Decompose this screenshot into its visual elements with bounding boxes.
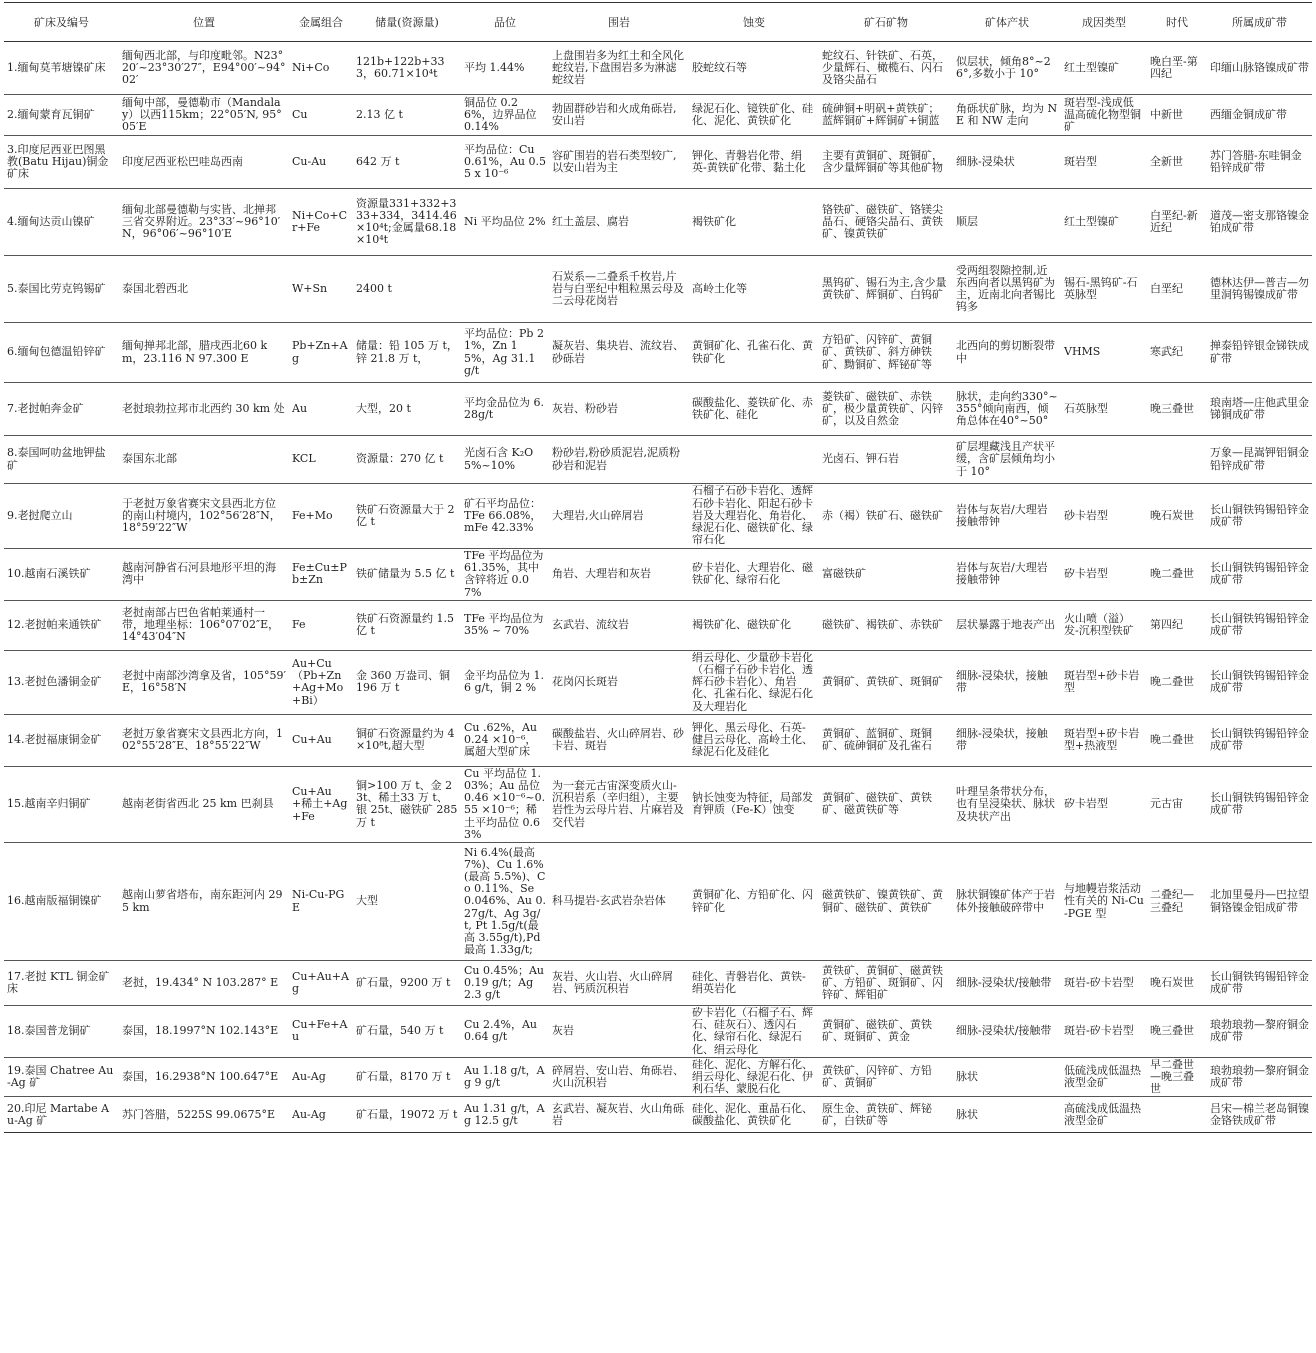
cell-age: 晚石炭世	[1147, 484, 1207, 549]
cell-wall-rock: 灰岩	[549, 1006, 689, 1058]
cell-deposit-name: 9.老挝爬立山	[4, 484, 119, 549]
table-row	[4, 766, 1312, 842]
cell-ore-minerals: 菱铁矿、磁铁矿、赤铁矿，极少量黄铁矿、闪锌矿，以及自然金	[819, 383, 953, 436]
cell-age: 晚石炭世	[1147, 961, 1207, 1006]
cell-metal-combination: KCL	[289, 436, 353, 484]
header-genetic-type: 成因类型	[1061, 3, 1147, 42]
cell-genetic-type: 红土型镍矿	[1061, 189, 1147, 256]
cell-alteration: 矽卡岩化、大理岩化、磁铁矿化、绿帘石化	[689, 549, 819, 601]
cell-ore-minerals: 硫砷铜+明矾+黄铁矿；蓝辉铜矿+辉铜矿+铜蓝	[819, 95, 953, 136]
cell-metallogenic-belt: 掸泰铅锌银金锑铁成矿带	[1207, 323, 1312, 383]
table-row	[4, 189, 1312, 256]
cell-metallogenic-belt: 西缅金铜成矿带	[1207, 95, 1312, 136]
cell-location: 老挝中南部沙湾拿及省，105°59′E，16°58′N	[119, 650, 289, 714]
cell-alteration: 钾化、黑云母化、石英-健吕云母化、高岭土化、绿泥石化及硅化	[689, 714, 819, 766]
cell-metal-combination: Fe±Cu±Pb±Zn	[289, 549, 353, 601]
cell-wall-rock: 容矿围岩的岩石类型较广,以安山岩为主	[549, 136, 689, 189]
table-row	[4, 323, 1312, 383]
cell-ore-minerals: 磁铁矿、褐铁矿、赤铁矿	[819, 600, 953, 650]
cell-alteration: 硅化、青磐岩化、黄铁-绢英岩化	[689, 961, 819, 1006]
cell-deposit-name: 16.越南版福铜镍矿	[4, 843, 119, 961]
header-alteration: 蚀变	[689, 3, 819, 42]
cell-genetic-type: 砂卡岩型	[1061, 484, 1147, 549]
cell-location: 印度尼西亚松巴哇岛西南	[119, 136, 289, 189]
cell-location: 老挝南部占巴色省帕莱通村一带，地理坐标：106°07′02″E，14°43′04″N	[119, 600, 289, 650]
cell-metal-combination: Ni+Co+Cr+Fe	[289, 189, 353, 256]
header-metallogenic-belt: 所属成矿带	[1207, 3, 1312, 42]
cell-location: 缅甸西北部，与印度毗邻。N23°20′~23°30′27″，E94°00′~94°02′	[119, 42, 289, 95]
cell-age: 晚二叠世	[1147, 714, 1207, 766]
cell-grade: 铜品位 0.26%，边界品位 0.14%	[461, 95, 549, 136]
cell-reserves: 2.13 亿 t	[353, 95, 461, 136]
table-row	[4, 714, 1312, 766]
cell-reserves: 储量：铅 105 万 t，锌 21.8 万 t，	[353, 323, 461, 383]
cell-genetic-type: VHMS	[1061, 323, 1147, 383]
cell-grade: Cu 0.45%；Au 0.19 g/t；Ag 2.3 g/t	[461, 961, 549, 1006]
cell-ore-minerals: 黄铜矿、磁铁矿、黄铁矿、斑铜矿、黄金	[819, 1006, 953, 1058]
cell-grade: 矿石平均品位：TFe 66.08%，mFe 42.33%	[461, 484, 549, 549]
cell-deposit-name: 5.泰国比劳克钨锡矿	[4, 256, 119, 323]
cell-location: 越南山萝省塔布，南东距河内 295 km	[119, 843, 289, 961]
cell-wall-rock: 玄武岩、凝灰岩、火山角砾岩	[549, 1097, 689, 1133]
cell-grade: Cu 平均品位 1.03%；Au 品位 0.46 ×10⁻⁶~0.55 ×10⁻⁶；稀土平均品位 0.63%	[461, 766, 549, 842]
cell-age: 全新世	[1147, 136, 1207, 189]
header-ore-minerals: 矿石矿物	[819, 3, 953, 42]
cell-wall-rock: 上盘围岩多为红土和全风化蛇纹岩,下盘围岩多为淋滤蛇纹岩	[549, 42, 689, 95]
cell-age: 二叠纪—三叠纪	[1147, 843, 1207, 961]
cell-age	[1147, 1097, 1207, 1133]
cell-orebody-occurrence: 似层状，倾角8°~26°,多数小于 10°	[953, 42, 1061, 95]
cell-alteration: 胶蛇纹石等	[689, 42, 819, 95]
cell-age: 寒武纪	[1147, 323, 1207, 383]
cell-deposit-name: 2.缅甸蒙育瓦铜矿	[4, 95, 119, 136]
cell-metallogenic-belt: 长山铜铁钨锡铅锌金成矿带	[1207, 650, 1312, 714]
header-deposit-name: 矿床及编号	[4, 3, 119, 42]
cell-ore-minerals: 原生金、黄铁矿、辉铋矿，白铁矿等	[819, 1097, 953, 1133]
header-wall-rock: 围岩	[549, 3, 689, 42]
cell-wall-rock: 碎屑岩、安山岩、角砾岩、火山沉积岩	[549, 1057, 689, 1097]
cell-location: 泰国北碧西北	[119, 256, 289, 323]
cell-metallogenic-belt: 长山铜铁钨锡铅锌金成矿带	[1207, 600, 1312, 650]
cell-metallogenic-belt: 琅勃琅勃—黎府铜金成矿带	[1207, 1057, 1312, 1097]
header-reserves: 储量(资源量)	[353, 3, 461, 42]
cell-alteration: 硅化、泥化、重晶石化、碳酸盐化、黄铁矿化	[689, 1097, 819, 1133]
cell-orebody-occurrence: 受两组裂隙控制,近东西向者以黑钨矿为主，近南北向者锡比钨多	[953, 256, 1061, 323]
cell-metal-combination: Fe	[289, 600, 353, 650]
cell-metal-combination: Au-Ag	[289, 1057, 353, 1097]
cell-metallogenic-belt: 印缅山脉铬镍成矿带	[1207, 42, 1312, 95]
header-orebody-occurrence: 矿体产状	[953, 3, 1061, 42]
cell-grade: Ni 6.4%(最高 7%)、Cu 1.6%(最高 5.5%)、Co 0.11%、Se 0.046%、Au 0.27g/t、Ag 3g/t, Pt 1.5g/t(最高 3.55g/t),Pd 最高 1.33g/t;	[461, 843, 549, 961]
cell-reserves: 铁矿储量为 5.5 亿 t	[353, 549, 461, 601]
cell-orebody-occurrence: 脉状铜镍矿体产于岩体外接触破碎带中	[953, 843, 1061, 961]
cell-reserves: 642 万 t	[353, 136, 461, 189]
cell-metallogenic-belt: 长山铜铁钨锡铅锌金成矿带	[1207, 714, 1312, 766]
table-row	[4, 549, 1312, 601]
table-row	[4, 600, 1312, 650]
table-row	[4, 95, 1312, 136]
cell-ore-minerals: 赤（褐）铁矿石、磁铁矿	[819, 484, 953, 549]
cell-metallogenic-belt: 琅勃琅勃—黎府铜金成矿带	[1207, 1006, 1312, 1058]
cell-metallogenic-belt: 琅南塔—庄他武里金锑铜成矿带	[1207, 383, 1312, 436]
cell-reserves: 铁矿石资源量大于 2 亿 t	[353, 484, 461, 549]
cell-reserves: 大型，20 t	[353, 383, 461, 436]
cell-location: 缅甸北部曼德勒与实皆、北掸邦三省交界附近。23°33′~96°10′N，96°06′~96°10′E	[119, 189, 289, 256]
cell-orebody-occurrence: 细脉-浸染状，接触带	[953, 714, 1061, 766]
cell-age: 第四纪	[1147, 600, 1207, 650]
cell-location: 苏门答腊，5225S 99.0675°E	[119, 1097, 289, 1133]
cell-age: 中新世	[1147, 95, 1207, 136]
cell-metal-combination: Au-Ag	[289, 1097, 353, 1133]
cell-reserves: 121b+122b+333，60.71×10⁴t	[353, 42, 461, 95]
cell-metal-combination: Au+Cu（Pb+Zn+Ag+Mo+Bi）	[289, 650, 353, 714]
cell-wall-rock: 角岩、大理岩和灰岩	[549, 549, 689, 601]
cell-reserves: 铁矿石资源量约 1.5 亿 t	[353, 600, 461, 650]
header-metal-combination: 金属组合	[289, 3, 353, 42]
cell-orebody-occurrence: 顺层	[953, 189, 1061, 256]
cell-age: 早二叠世—晚三叠世	[1147, 1057, 1207, 1097]
cell-grade: TFe 平均品位为 35% ~ 70%	[461, 600, 549, 650]
cell-deposit-name: 3.印度尼西亚巴图黑教(Batu Hijau)铜金矿床	[4, 136, 119, 189]
cell-metallogenic-belt: 北加里曼丹—巴拉望铜铬镍金铝成矿带	[1207, 843, 1312, 961]
deposit-table	[4, 2, 1312, 1133]
cell-deposit-name: 14.老挝福康铜金矿	[4, 714, 119, 766]
cell-deposit-name: 7.老挝帕奔金矿	[4, 383, 119, 436]
cell-genetic-type: 斑岩-矽卡岩型	[1061, 1006, 1147, 1058]
table-row	[4, 961, 1312, 1006]
cell-reserves: 铜矿石资源量约为 4×10⁸t,超大型	[353, 714, 461, 766]
cell-alteration: 绿泥石化、镜铁矿化、硅化、泥化、黄铁矿化	[689, 95, 819, 136]
cell-orebody-occurrence: 角砾状矿脉，均为 NE 和 NW 走向	[953, 95, 1061, 136]
table-row	[4, 1097, 1312, 1133]
cell-metal-combination: Cu	[289, 95, 353, 136]
cell-age: 晚二叠世	[1147, 549, 1207, 601]
cell-ore-minerals: 方铅矿、闪锌矿、黄铜矿、黄铁矿、斜方砷铁矿、黝铜矿、辉铋矿等	[819, 323, 953, 383]
cell-deposit-name: 17.老挝 KTL 铜金矿床	[4, 961, 119, 1006]
cell-reserves: 资源量：270 亿 t	[353, 436, 461, 484]
table-row	[4, 1006, 1312, 1058]
cell-grade: TFe 平均品位为 61.35%，其中含锌将近 0.07%	[461, 549, 549, 601]
cell-alteration: 钠长蚀变为特征，局部发育钾质（Fe-K）蚀变	[689, 766, 819, 842]
cell-grade: Au 1.31 g/t，Ag 12.5 g/t	[461, 1097, 549, 1133]
cell-grade: Ni 平均品位 2%	[461, 189, 549, 256]
cell-wall-rock: 粉砂岩,粉砂质泥岩,泥质粉砂岩和泥岩	[549, 436, 689, 484]
cell-orebody-occurrence: 叶理呈条带状分布，也有呈浸染状、脉状及块状产出	[953, 766, 1061, 842]
cell-grade: 平均金品位为 6.28g/t	[461, 383, 549, 436]
cell-wall-rock: 大理岩,火山碎屑岩	[549, 484, 689, 549]
cell-genetic-type: 斑岩型	[1061, 136, 1147, 189]
cell-orebody-occurrence: 层状暴露于地表产出	[953, 600, 1061, 650]
cell-wall-rock: 花岗闪长斑岩	[549, 650, 689, 714]
cell-orebody-occurrence: 脉状，走向约330°~355°倾向南西，倾角总体在40°~50°	[953, 383, 1061, 436]
cell-alteration: 黄铜矿化、方铅矿化、闪锌矿化	[689, 843, 819, 961]
cell-metallogenic-belt: 长山铜铁钨锡铅锌金成矿带	[1207, 484, 1312, 549]
cell-alteration: 黄铜矿化、孔雀石化、黄铁矿化	[689, 323, 819, 383]
cell-grade	[461, 256, 549, 323]
cell-metallogenic-belt: 苏门答腊-东哇铜金铅锌成矿带	[1207, 136, 1312, 189]
cell-alteration: 褐铁矿化	[689, 189, 819, 256]
cell-grade: 平均品位：Cu 0.61%，Au 0.55 x 10⁻⁶	[461, 136, 549, 189]
header-grade: 品位	[461, 3, 549, 42]
table-row	[4, 256, 1312, 323]
cell-location: 缅甸中部，曼德勒市（Mandalay）以西115km；22°05′N, 95°05′E	[119, 95, 289, 136]
cell-deposit-name: 19.泰国 Chatree Au-Ag 矿	[4, 1057, 119, 1097]
cell-orebody-occurrence: 脉状	[953, 1057, 1061, 1097]
table-row	[4, 436, 1312, 484]
cell-grade: 金平均品位为 1.6 g/t，铜 2 %	[461, 650, 549, 714]
cell-ore-minerals: 主要有黄铜矿、斑铜矿，含少量辉铜矿等其他矿物	[819, 136, 953, 189]
table-header-row	[4, 3, 1312, 42]
cell-ore-minerals: 铬铁矿、磁铁矿、铬镁尖晶石、硬铬尖晶石、黄铁矿、镍黄铁矿	[819, 189, 953, 256]
cell-location: 于老挝万象省赛宋文县西北方位的南山村境内，102°56′28″N，18°59′22″W	[119, 484, 289, 549]
cell-grade: 平均 1.44%	[461, 42, 549, 95]
cell-metallogenic-belt: 吕宋—棉兰老岛铜镍金铬铁成矿带	[1207, 1097, 1312, 1133]
cell-alteration: 硅化、泥化、方解石化、绢云母化、绿泥石化、伊利石华、蒙脱石化	[689, 1057, 819, 1097]
cell-genetic-type: 矽卡岩型	[1061, 766, 1147, 842]
cell-wall-rock: 灰岩、粉砂岩	[549, 383, 689, 436]
cell-reserves: 铜>100 万 t、金 23t、稀土33 万 t、银 25t、磁铁矿 285 万 t	[353, 766, 461, 842]
cell-alteration	[689, 436, 819, 484]
cell-location: 泰国东北部	[119, 436, 289, 484]
cell-orebody-occurrence: 细脉-浸染状，接触带	[953, 650, 1061, 714]
cell-genetic-type: 斑岩型-浅成低温高硫化物型铜矿	[1061, 95, 1147, 136]
cell-deposit-name: 18.泰国普龙铜矿	[4, 1006, 119, 1058]
cell-alteration: 石榴子石砂卡岩化、透辉石砂卡岩化、阳起石砂卡岩及大理岩化、角岩化、绿泥石化、磁铁矿化、绿帘石化	[689, 484, 819, 549]
cell-reserves: 矿石量，19072 万 t	[353, 1097, 461, 1133]
cell-wall-rock: 玄武岩、流纹岩	[549, 600, 689, 650]
cell-grade: 平均品位：Pb 21%，Zn 15%，Ag 31.1g/t	[461, 323, 549, 383]
cell-alteration: 绢云母化、少量砂卡岩化（石榴子石砂卡岩化、透辉石砂卡岩化）、角岩化、孔雀石化、绿泥石化及大理岩化	[689, 650, 819, 714]
cell-orebody-occurrence: 细脉-浸染状/接触带	[953, 961, 1061, 1006]
cell-reserves: 矿石量，8170 万 t	[353, 1057, 461, 1097]
cell-location: 缅甸掸邦北部，腊戌西北60 km，23.116 N 97.300 E	[119, 323, 289, 383]
cell-metallogenic-belt: 道茂—密支那铬镍金铂成矿带	[1207, 189, 1312, 256]
cell-age: 晚二叠世	[1147, 650, 1207, 714]
cell-ore-minerals: 黄铜矿、黄铁矿、斑铜矿	[819, 650, 953, 714]
cell-genetic-type: 石英脉型	[1061, 383, 1147, 436]
cell-metallogenic-belt: 德林达伊—普吉—勿里洞钨锡镍成矿带	[1207, 256, 1312, 323]
cell-wall-rock: 勃固群砂岩和火成角砾岩,安山岩	[549, 95, 689, 136]
cell-orebody-occurrence: 细脉-浸染状	[953, 136, 1061, 189]
cell-reserves: 2400 t	[353, 256, 461, 323]
table-row	[4, 1057, 1312, 1097]
cell-ore-minerals: 黄铁矿、黄铜矿、磁黄铁矿、方铅矿、斑铜矿、闪锌矿、辉钼矿	[819, 961, 953, 1006]
cell-metal-combination: Cu-Au	[289, 136, 353, 189]
cell-ore-minerals: 磁黄铁矿、镍黄铁矿、黄铜矿、磁铁矿、黄铁矿	[819, 843, 953, 961]
cell-metal-combination: Pb+Zn+Ag	[289, 323, 353, 383]
table-body	[4, 42, 1312, 1133]
cell-metal-combination: Cu+Au+稀土+Ag+Fe	[289, 766, 353, 842]
cell-genetic-type: 与地幔岩浆活动性有关的 Ni-Cu-PGE 型	[1061, 843, 1147, 961]
cell-ore-minerals: 蛇纹石、针铁矿、石英，少量辉石、橄榄石、闪石及铬尖晶石	[819, 42, 953, 95]
cell-metal-combination: Au	[289, 383, 353, 436]
cell-deposit-name: 13.老挝色潘铜金矿	[4, 650, 119, 714]
cell-ore-minerals: 黑钨矿、锡石为主,含少量黄铁矿、辉铜矿、白钨矿	[819, 256, 953, 323]
cell-metallogenic-belt: 长山铜铁钨锡铅锌金成矿带	[1207, 766, 1312, 842]
cell-location: 老挝，19.434° N 103.287° E	[119, 961, 289, 1006]
cell-location: 泰国，18.1997°N 102.143°E	[119, 1006, 289, 1058]
cell-genetic-type: 火山喷（溢）发-沉积型铁矿	[1061, 600, 1147, 650]
cell-age: 元古宙	[1147, 766, 1207, 842]
cell-location: 老挝万象省赛宋文县西北方向，102°55′28″E、18°55′22″W	[119, 714, 289, 766]
table-row	[4, 383, 1312, 436]
cell-reserves: 矿石量，540 万 t	[353, 1006, 461, 1058]
cell-age: 白垩纪-新近纪	[1147, 189, 1207, 256]
cell-alteration: 高岭土化等	[689, 256, 819, 323]
cell-age: 白垩纪	[1147, 256, 1207, 323]
cell-metal-combination: W+Sn	[289, 256, 353, 323]
header-location: 位置	[119, 3, 289, 42]
cell-genetic-type: 矽卡岩型	[1061, 549, 1147, 601]
cell-grade: Au 1.18 g/t，Ag 9 g/t	[461, 1057, 549, 1097]
cell-metallogenic-belt: 长山铜铁钨锡铅锌金成矿带	[1207, 549, 1312, 601]
cell-alteration: 褐铁矿化、磁铁矿化	[689, 600, 819, 650]
header-age: 时代	[1147, 3, 1207, 42]
cell-alteration: 碳酸盐化、菱铁矿化、赤铁矿化、硅化	[689, 383, 819, 436]
cell-ore-minerals: 光卤石、钾石岩	[819, 436, 953, 484]
cell-location: 泰国，16.2938°N 100.647°E	[119, 1057, 289, 1097]
cell-ore-minerals: 黄铜矿、磁铁矿、黄铁矿、磁黄铁矿等	[819, 766, 953, 842]
cell-wall-rock: 碳酸盐岩、火山碎屑岩、砂卡岩、斑岩	[549, 714, 689, 766]
cell-orebody-occurrence: 脉状	[953, 1097, 1061, 1133]
cell-orebody-occurrence: 岩体与灰岩/大理岩接触带钟	[953, 484, 1061, 549]
cell-alteration: 钾化、青磐岩化带、绢英-黄铁矿化带、黏土化	[689, 136, 819, 189]
cell-metallogenic-belt: 万象—昆嵩钾铝铜金铅锌成矿带	[1207, 436, 1312, 484]
cell-genetic-type: 红土型镍矿	[1061, 42, 1147, 95]
cell-ore-minerals: 富磁铁矿	[819, 549, 953, 601]
cell-ore-minerals: 黄铜矿、蓝铜矿、斑铜矿、硫砷铜矿及孔雀石	[819, 714, 953, 766]
table-row	[4, 843, 1312, 961]
cell-orebody-occurrence: 矿层埋藏浅且产状平缓，含矿层倾角均小于 10°	[953, 436, 1061, 484]
cell-wall-rock: 为一套元古宙深变质火山-沉积岩系（辛归组），主要岩性为云母片岩、片麻岩及交代岩	[549, 766, 689, 842]
cell-orebody-occurrence: 细脉-浸染状/接触带	[953, 1006, 1061, 1058]
cell-reserves: 矿石量，9200 万 t	[353, 961, 461, 1006]
cell-wall-rock: 灰岩、火山岩、火山碎屑岩、钙质沉积岩	[549, 961, 689, 1006]
cell-metal-combination: Ni+Co	[289, 42, 353, 95]
cell-wall-rock: 科马提岩-玄武岩杂岩体	[549, 843, 689, 961]
cell-genetic-type: 高硫浅成低温热液型金矿	[1061, 1097, 1147, 1133]
cell-metallogenic-belt: 长山铜铁钨锡铅锌金成矿带	[1207, 961, 1312, 1006]
cell-wall-rock: 石炭系—二叠系千枚岩,片岩与白垩纪中粗粒黑云母及二云母花岗岩	[549, 256, 689, 323]
cell-alteration: 矽卡岩化（石榴子石、辉石、硅灰石）、透闪石化、绿帘石化、绿泥石化、绢云母化	[689, 1006, 819, 1058]
cell-metal-combination: Fe+Mo	[289, 484, 353, 549]
cell-age	[1147, 436, 1207, 484]
cell-orebody-occurrence: 岩体与灰岩/大理岩接触带钟	[953, 549, 1061, 601]
cell-reserves: 资源量331+332+333+334，3414.46×10⁴t;金属量68.18×10⁴t	[353, 189, 461, 256]
cell-genetic-type: 低硫浅成低温热液型金矿	[1061, 1057, 1147, 1097]
cell-genetic-type: 斑岩型+矽卡岩型+热液型	[1061, 714, 1147, 766]
cell-grade: 光卤石含 K₂O 5%~10%	[461, 436, 549, 484]
cell-location: 越南老街省西北 25 km 巴刹县	[119, 766, 289, 842]
cell-metal-combination: Cu+Au+Ag	[289, 961, 353, 1006]
table-row	[4, 650, 1312, 714]
cell-deposit-name: 15.越南辛归铜矿	[4, 766, 119, 842]
table-row	[4, 136, 1312, 189]
cell-reserves: 金 360 万盎司、铜 196 万 t	[353, 650, 461, 714]
cell-grade: Cu 2.4%，Au 0.64 g/t	[461, 1006, 549, 1058]
cell-metal-combination: Cu+Fe+Au	[289, 1006, 353, 1058]
cell-genetic-type: 斑岩-矽卡岩型	[1061, 961, 1147, 1006]
cell-reserves: 大型	[353, 843, 461, 961]
cell-genetic-type	[1061, 436, 1147, 484]
cell-deposit-name: 10.越南石溪铁矿	[4, 549, 119, 601]
cell-age: 晚三叠世	[1147, 383, 1207, 436]
cell-deposit-name: 8.泰国呵叻盆地钾盐矿	[4, 436, 119, 484]
table-row	[4, 42, 1312, 95]
cell-grade: Cu .62%，Au 0.24 ×10⁻⁶，属超大型矿床	[461, 714, 549, 766]
cell-metal-combination: Cu+Au	[289, 714, 353, 766]
cell-deposit-name: 1.缅甸莫苇塘镍矿床	[4, 42, 119, 95]
cell-metal-combination: Ni-Cu-PGE	[289, 843, 353, 961]
cell-location: 越南河静省石河县地形平坦的海湾中	[119, 549, 289, 601]
table-row	[4, 484, 1312, 549]
cell-orebody-occurrence: 北西向的剪切断裂带中	[953, 323, 1061, 383]
cell-genetic-type: 斑岩型+砂卡岩型	[1061, 650, 1147, 714]
cell-deposit-name: 6.缅甸包德温铅锌矿	[4, 323, 119, 383]
cell-wall-rock: 凝灰岩、集块岩、流纹岩、砂砾岩	[549, 323, 689, 383]
cell-wall-rock: 红土盖层、腐岩	[549, 189, 689, 256]
cell-genetic-type: 锡石-黑钨矿-石英脉型	[1061, 256, 1147, 323]
cell-location: 老挝琅勃拉邦市北西约 30 km 处	[119, 383, 289, 436]
cell-deposit-name: 12.老挝帕来通铁矿	[4, 600, 119, 650]
cell-age: 晚三叠世	[1147, 1006, 1207, 1058]
cell-deposit-name: 20.印尼 Martabe Au-Ag 矿	[4, 1097, 119, 1133]
cell-deposit-name: 4.缅甸达贡山镍矿	[4, 189, 119, 256]
cell-ore-minerals: 黄铁矿、闪锌矿、方铅矿、黄铜矿	[819, 1057, 953, 1097]
cell-age: 晚白垩-第四纪	[1147, 42, 1207, 95]
